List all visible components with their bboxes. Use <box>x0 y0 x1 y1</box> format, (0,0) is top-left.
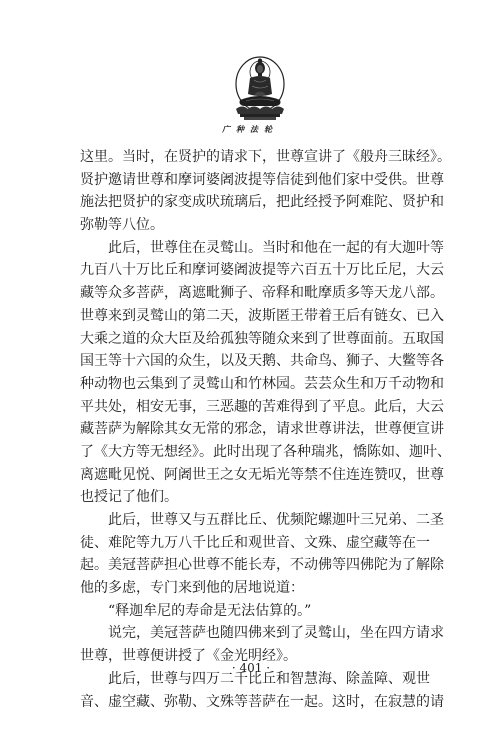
text-line: 平共处，相安无事，三恶趣的苦难得到了平息。此后，大云 <box>80 398 444 415</box>
text-line: 大乘之道的众大臣及给孤独等随众来到了世尊面前。五取国 <box>80 330 444 347</box>
paragraph <box>80 146 451 237</box>
text-line: 这里。当时，在贤护的请求下，世尊宣讲了《般舟三昧经》。 <box>80 149 451 165</box>
text-line: 世尊，世尊便讲授了《金光明经》。 <box>80 648 297 665</box>
text-line: 了《大方等无想经》。此时出现了各种瑞兆，憍陈如、迦叶、 <box>80 443 451 460</box>
text-line: 也授记了他们。 <box>80 489 178 506</box>
text-line: 起。美冠菩萨担心世尊不能长寿，不动佛等四佛陀为了解除 <box>80 557 444 574</box>
text-line: 国王等十六国的众生，以及天鹅、共命鸟、狮子、大鳖等各 <box>80 353 444 370</box>
text-line: 藏菩萨为解除其女无常的邪念，请求世尊讲法，世尊便宣讲 <box>80 421 444 438</box>
text-line: 他的多虑，专门来到他的居地说道： <box>80 580 304 597</box>
text-line: 种动物也云集到了灵鹫山和竹林园。芸芸众生和万千动物和 <box>80 375 444 392</box>
text-line: 说完，美冠菩萨也随四佛来到了灵鹫山，坐在四方请求 <box>108 625 444 642</box>
text-line: 九百八十万比丘和摩诃婆阇波提等六百五十万比丘尼，大云 <box>80 262 444 279</box>
text-line: 贤护邀请世尊和摩诃婆阇波提等信徒到他们家中受供。世尊 <box>80 171 444 188</box>
text-line: 弥勒等八位。 <box>80 217 164 234</box>
text-line: 徒、难陀等九万八千比丘和观世音、文殊、虚空藏等在一 <box>80 534 430 551</box>
text-line: 离遮毗见悦、阿阇世王之女无垢光等禁不住连连赞叹，世尊 <box>80 466 444 483</box>
page-number: · 401 · <box>231 661 271 675</box>
text-line: “释迦牟尼的寿命是无法估算的。” <box>108 602 312 619</box>
text-line: 藏等众多菩萨，离遮毗狮子、帝释和毗摩质多等天龙八部。 <box>80 285 444 302</box>
text-line: 此后，世尊又与五群比丘、优频陀螺迦叶三兄弟、二圣 <box>108 512 444 528</box>
paragraph <box>80 509 444 600</box>
paragraph <box>80 600 436 623</box>
paragraph <box>80 237 451 509</box>
text-line: 音、虚空藏、弥勒、文殊等菩萨在一起。这时，在寂慧的请 <box>80 693 444 710</box>
seated-buddha-icon <box>232 54 288 122</box>
text-line: 此后，世尊住在灵鹫山。当时和他在一起的有大迦叶等 <box>108 239 444 256</box>
emblem-caption: 广种法轮 <box>222 125 278 134</box>
text-line: 世尊来到灵鹫山的第二天，波斯匿王带着王后有链女、已入 <box>80 307 444 324</box>
text-line: 施法把贤护的家变成吠琉璃后，把此经授予阿难陀、贤护和 <box>80 194 444 211</box>
body-text <box>80 146 451 713</box>
text-line: 此后，世尊与四万二千比丘和智慧海、除盖障、观世 <box>108 670 430 687</box>
